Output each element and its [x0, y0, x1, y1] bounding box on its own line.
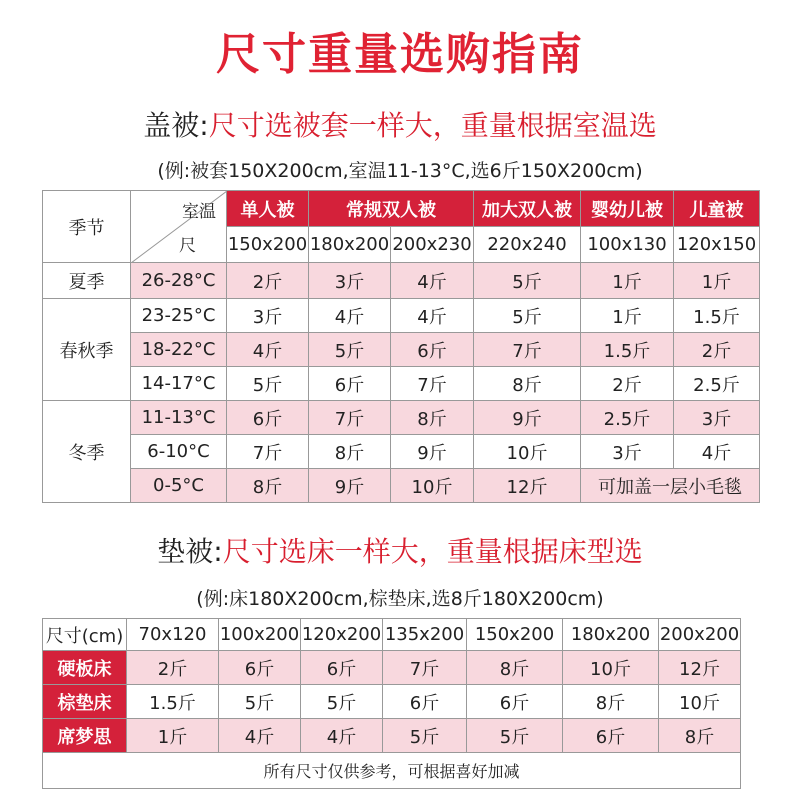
weight-cell: 3斤 — [309, 263, 391, 299]
weight-cell: 9斤 — [474, 401, 581, 435]
size-cell: 200x230 — [391, 227, 474, 263]
size-cell: 120x200 — [301, 619, 383, 651]
size-cell: 180x200 — [563, 619, 659, 651]
weight-cell: 1斤 — [674, 263, 760, 299]
weight-cell: 3斤 — [227, 299, 309, 333]
weight-cell: 5斤 — [383, 719, 467, 753]
weight-cell: 7斤 — [227, 435, 309, 469]
weight-cell: 7斤 — [474, 333, 581, 367]
group-regular-double: 常规双人被 — [309, 191, 474, 227]
weight-cell: 1.5斤 — [581, 333, 674, 367]
weight-cell: 9斤 — [391, 435, 474, 469]
weight-cell: 12斤 — [474, 469, 581, 503]
temp-cell: 0-5°C — [131, 469, 227, 503]
weight-cell: 8斤 — [309, 435, 391, 469]
season-spring-autumn: 春秋季 — [43, 299, 131, 401]
weight-cell: 1.5斤 — [674, 299, 760, 333]
weight-cell: 4斤 — [391, 299, 474, 333]
weight-cell: 6斤 — [219, 651, 301, 685]
weight-cell: 7斤 — [383, 651, 467, 685]
size-cell: 100x130 — [581, 227, 674, 263]
weight-cell: 10斤 — [563, 651, 659, 685]
temp-cell: 11-13°C — [131, 401, 227, 435]
weight-cell: 1斤 — [127, 719, 219, 753]
weight-cell: 2斤 — [127, 651, 219, 685]
weight-cell: 8斤 — [391, 401, 474, 435]
temp-cell: 6-10°C — [131, 435, 227, 469]
table-row — [43, 333, 760, 367]
weight-cell: 2斤 — [227, 263, 309, 299]
season-winter: 冬季 — [43, 401, 131, 503]
section2-heading — [0, 530, 800, 570]
season-summer: 夏季 — [43, 263, 131, 299]
weight-cell: 7斤 — [391, 367, 474, 401]
weight-cell: 2斤 — [674, 333, 760, 367]
weight-cell: 2.5斤 — [581, 401, 674, 435]
weight-cell: 3斤 — [674, 401, 760, 435]
weight-cell: 8斤 — [227, 469, 309, 503]
weight-cell: 10斤 — [659, 685, 741, 719]
table-row — [43, 263, 760, 299]
weight-cell: 6斤 — [391, 333, 474, 367]
bed-type-palm: 棕垫床 — [43, 685, 127, 719]
weight-cell: 6斤 — [309, 367, 391, 401]
size-cell: 180x200 — [309, 227, 391, 263]
table-row — [43, 469, 760, 503]
table-row — [43, 719, 741, 753]
weight-cell: 6斤 — [383, 685, 467, 719]
table-row — [43, 299, 760, 333]
size-cell: 150x200 — [227, 227, 309, 263]
weight-cell: 1斤 — [581, 299, 674, 333]
size-cell: 150x200 — [467, 619, 563, 651]
weight-cell: 5斤 — [301, 685, 383, 719]
size-cell: 100x200 — [219, 619, 301, 651]
weight-cell: 2.5斤 — [674, 367, 760, 401]
weight-cell: 1斤 — [581, 263, 674, 299]
size-cell: 135x200 — [383, 619, 467, 651]
bed-type-simmons: 席梦思 — [43, 719, 127, 753]
weight-cell: 7斤 — [309, 401, 391, 435]
section1-heading-rest: 尺寸选被套一样大，重量根据室温选 — [208, 109, 657, 142]
section2-heading-rest: 尺寸选床一样大，重量根据床型选 — [222, 535, 643, 568]
bed-type-hard-board: 硬板床 — [43, 651, 127, 685]
weight-cell: 9斤 — [309, 469, 391, 503]
weight-cell: 5斤 — [474, 263, 581, 299]
temp-cell: 14-17°C — [131, 367, 227, 401]
size-cell: 220x240 — [474, 227, 581, 263]
season-header: 季节 — [43, 191, 131, 263]
weight-cell: 10斤 — [474, 435, 581, 469]
weight-cell: 8斤 — [563, 685, 659, 719]
weight-cell: 6斤 — [467, 685, 563, 719]
weight-cell: 4斤 — [227, 333, 309, 367]
group-large-double: 加大双人被 — [474, 191, 581, 227]
weight-cell: 8斤 — [467, 651, 563, 685]
size-cell: 200x200 — [659, 619, 741, 651]
section1-heading-lead: 盖被: — [143, 109, 209, 142]
weight-cell: 6斤 — [227, 401, 309, 435]
section1-example: (例:被套150X200cm,室温11-13°C,选6斤150X200cm) — [157, 160, 643, 182]
weight-cell: 1.5斤 — [127, 685, 219, 719]
weight-cell: 4斤 — [219, 719, 301, 753]
temp-header: 室温 — [182, 202, 216, 222]
weight-cell: 5斤 — [474, 299, 581, 333]
size-cell: 120x150 — [674, 227, 760, 263]
weight-cell: 4斤 — [674, 435, 760, 469]
size-corner: 尺寸(cm) — [43, 619, 127, 651]
group-baby: 婴幼儿被 — [581, 191, 674, 227]
temp-cell: 18-22°C — [131, 333, 227, 367]
weight-cell: 6斤 — [301, 651, 383, 685]
temp-size-corner — [131, 191, 227, 263]
table-row — [43, 435, 760, 469]
weight-cell: 4斤 — [391, 263, 474, 299]
weight-cell: 5斤 — [219, 685, 301, 719]
size-cell: 70x120 — [127, 619, 219, 651]
weight-cell: 4斤 — [301, 719, 383, 753]
temp-cell: 26-28°C — [131, 263, 227, 299]
section1-heading — [0, 104, 800, 144]
weight-cell: 5斤 — [467, 719, 563, 753]
weight-cell: 3斤 — [581, 435, 674, 469]
group-single: 单人被 — [227, 191, 309, 227]
weight-cell: 2斤 — [581, 367, 674, 401]
footer-note: 所有尺寸仅供参考，可根据喜好加减 — [43, 753, 741, 789]
comforter-weight-table — [42, 190, 760, 503]
table-row — [43, 651, 741, 685]
blanket-note: 可加盖一层小毛毯 — [581, 469, 760, 503]
temp-cell: 23-25°C — [131, 299, 227, 333]
section2-example: (例:床180X200cm,棕垫床,选8斤180X200cm) — [196, 588, 604, 610]
weight-cell: 8斤 — [474, 367, 581, 401]
mattress-pad-weight-table — [42, 618, 741, 789]
table-row — [43, 367, 760, 401]
weight-cell: 5斤 — [309, 333, 391, 367]
weight-cell: 12斤 — [659, 651, 741, 685]
group-child: 儿童被 — [674, 191, 760, 227]
weight-cell: 5斤 — [227, 367, 309, 401]
section2-heading-lead: 垫被: — [157, 535, 223, 568]
weight-cell: 8斤 — [659, 719, 741, 753]
page-title: 尺寸重量选购指南 — [216, 29, 584, 80]
table-row — [43, 401, 760, 435]
size-header: 尺 — [179, 236, 196, 256]
weight-cell: 6斤 — [563, 719, 659, 753]
weight-cell: 4斤 — [309, 299, 391, 333]
table-row — [43, 685, 741, 719]
weight-cell: 10斤 — [391, 469, 474, 503]
